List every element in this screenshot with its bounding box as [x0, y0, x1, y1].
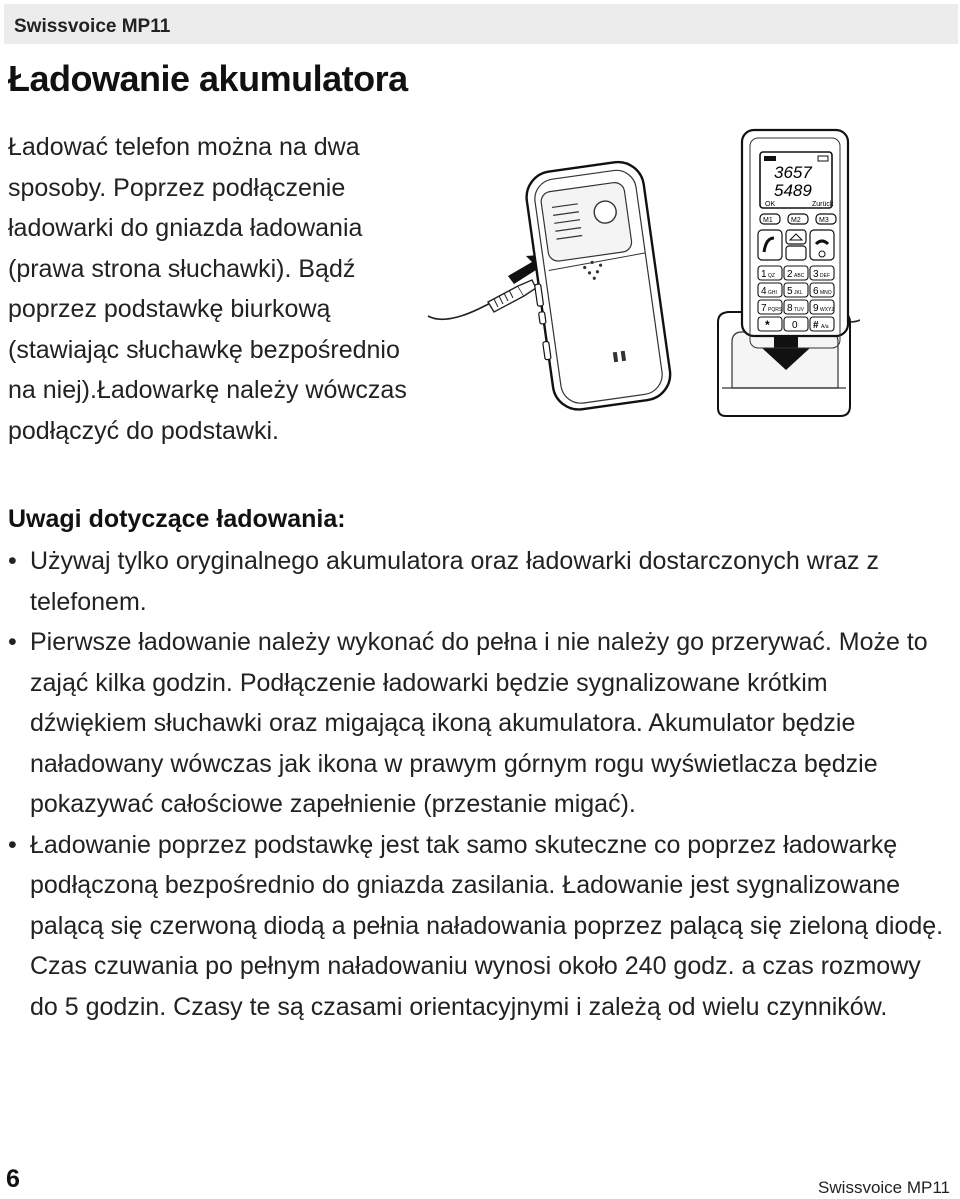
- memory-keys: [760, 214, 836, 224]
- svg-text:3: 3: [813, 269, 819, 280]
- intro-paragraph: Ładować telefon można na dwa sposoby. Poprzez podłączenie ładowarki do gniazda ładowania (prawa strona słuchawki). Bądź poprzez podstawkę biurkową (stawiając słuchawkę bezpośrednio na niej).Ładowarkę należy wówczas podłączyć do podstawki.: [8, 133, 407, 445]
- keypad-key: [784, 317, 808, 331]
- display-line2: 5489: [774, 181, 812, 200]
- header-bar: [4, 4, 958, 44]
- svg-text:JKL: JKL: [794, 290, 803, 296]
- keypad-key: [784, 266, 808, 280]
- keypad-key: [758, 317, 782, 332]
- keypad-key: [810, 317, 834, 331]
- svg-text:8: 8: [787, 303, 793, 314]
- keypad-key: [784, 300, 808, 314]
- list-item: [8, 622, 948, 825]
- svg-text:6: 6: [813, 286, 819, 297]
- keypad-key: [810, 300, 834, 314]
- keypad-key: [784, 283, 808, 297]
- memory-key-m3: M3: [819, 217, 829, 224]
- svg-text:#: #: [813, 320, 819, 331]
- svg-text:WXYZ: WXYZ: [820, 307, 835, 313]
- softkey-left-label: OK: [765, 201, 776, 208]
- svg-text:5: 5: [787, 286, 793, 297]
- svg-text:QZ: QZ: [768, 273, 775, 279]
- svg-text:A/a: A/a: [821, 324, 829, 330]
- svg-text:MNO: MNO: [820, 290, 832, 296]
- keypad-key: [810, 283, 834, 297]
- charger-cable: [428, 301, 494, 319]
- memory-key-m1: M1: [763, 217, 773, 224]
- svg-text:4: 4: [761, 286, 767, 297]
- keypad-key: [758, 300, 783, 314]
- charger-plug: [488, 280, 536, 312]
- svg-text:2: 2: [787, 269, 793, 280]
- charging-illustration: [426, 126, 860, 422]
- note-text: Używaj tylko oryginalnego akumulatora oraz ładowarki dostarczonych wraz z telefonem.: [30, 547, 879, 616]
- svg-text:9: 9: [813, 303, 819, 314]
- svg-text:0: 0: [792, 320, 798, 331]
- keypad-key: [758, 283, 782, 297]
- footer-brand: Swissvoice MP11: [818, 1178, 950, 1197]
- display-line1: 3657: [774, 163, 812, 182]
- svg-text:TUV: TUV: [794, 307, 804, 313]
- svg-text:GHI: GHI: [768, 290, 777, 296]
- svg-text:1: 1: [761, 269, 767, 280]
- bullet: •: [8, 547, 17, 575]
- header-title: Swissvoice MP11: [14, 16, 171, 37]
- svg-text:DEF: DEF: [820, 273, 830, 279]
- keypad-key: [758, 266, 782, 280]
- notes-heading: Uwagi dotyczące ładowania:: [8, 505, 346, 533]
- bullet: •: [8, 830, 17, 859]
- note-text: Pierwsze ładowanie należy wykonać do pełna i nie należy go przerywać. Może to zająć kilka godzin. Podłączenie ładowarki będzie sygnalizowane krótkim dźwiękiem słuchawki oraz migającą ikoną akumulatora. Akumulator będzie naładowany wówczas jak ikona w prawym górnym rogu wyświetlacza będzie pokazywać całościowe zapełnienie (przestanie migać).: [30, 628, 928, 818]
- keypad-key: [810, 266, 834, 280]
- svg-text:7: 7: [761, 303, 767, 314]
- softkey-right-label: Zurück: [812, 201, 834, 208]
- svg-text:ABC: ABC: [794, 273, 805, 279]
- list-item: [8, 541, 948, 622]
- phone-front-view: [742, 130, 848, 348]
- notes-list: [8, 541, 948, 1027]
- bullet: •: [8, 628, 17, 656]
- phone-back-view: [519, 159, 673, 414]
- svg-text:*: *: [765, 318, 770, 332]
- note-text: Ładowanie poprzez podstawkę jest tak samo skuteczne co poprzez ładowarkę podłączoną bezpośrednio do gniazda zasilania. Ładowanie jest sygnalizowane palącą się czerwoną diodą a pełnia naładowania poprzez palącą się zieloną diodę. Czas czuwania po pełnym naładowaniu wynosi około 240 godz. a czas rozmowy do 5 godzin. Czasy te są czasami orientacyjnymi i zależą od wielu czynników.: [30, 830, 944, 1021]
- memory-key-m2: M2: [791, 217, 801, 224]
- svg-text:PQRS: PQRS: [768, 307, 783, 313]
- page-number: 6: [6, 1165, 20, 1193]
- list-item: [8, 825, 948, 1028]
- page-title: Ładowanie akumulatora: [8, 58, 408, 99]
